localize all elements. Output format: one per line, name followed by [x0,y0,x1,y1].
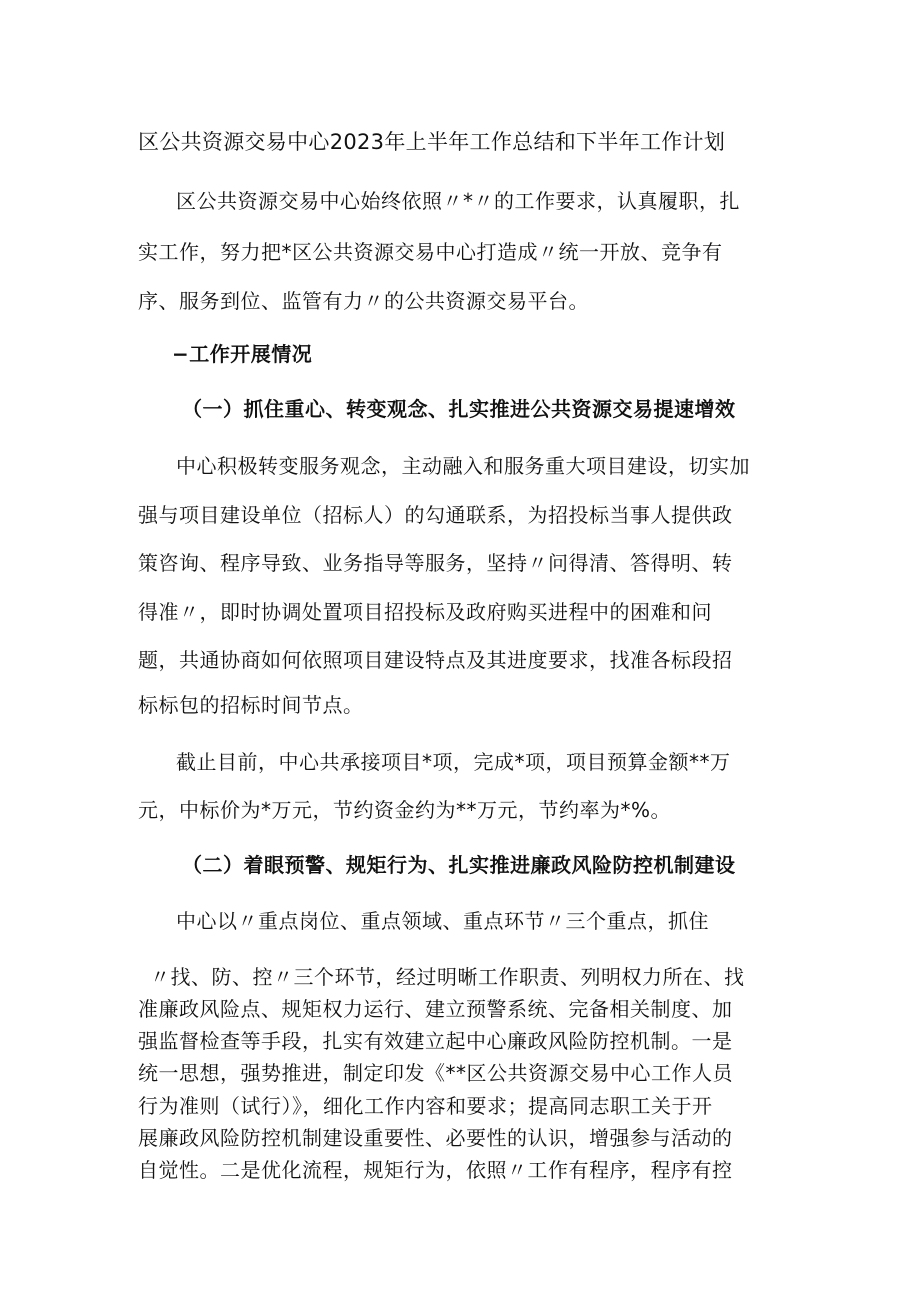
sub2-para1-line-1: 中心以〃重点岗位、重点领域、重点环节〃三个重点，抓住 [176,909,709,933]
sub1-para1-line-5: 题，共通协商如何依照项目建设特点及其进度要求，找准各标段招 [138,648,733,672]
sub1-para1-line-1: 中心积极转变服务观念，主动融入和服务重大项目建设，切实加 [176,454,750,478]
intro-line-3: 序、服务到位、监管有力〃的公共资源交易平台。 [138,289,589,313]
sub2-para1-line-8: 自觉性。二是优化流程，规矩行为，依照〃工作有程序，程序有控 [138,1158,733,1182]
intro-line-1: 区公共资源交易中心始终依照〃*〃的工作要求，认真履职，扎 [176,189,740,213]
sub2-para1-line-7: 展廉政风险防控机制建设重要性、必要性的认识，增强参与活动的 [138,1126,733,1150]
subsection-heading-2: （二）着眼预警、规矩行为、扎实推进廉政风险防控机制建设 [182,853,736,877]
document-title: 区公共资源交易中心2023年上半年工作总结和下半年工作计划 [138,130,726,154]
sub2-para1-line-2: 〃找、防、控〃三个环节，经过明晰工作职责、列明权力所在、找 [150,965,745,989]
section-heading-work-progress: −工作开展情况 [172,342,313,366]
sub1-para1-line-6: 标标包的招标时间节点。 [138,693,364,717]
sub1-para2-line-1: 截止目前，中心共承接项目*项，完成*项，项目预算金额**万 [176,750,731,774]
sub2-para1-line-6: 行为准则（试行）》，细化工作内容和要求；提高同志职工关于开 [138,1094,713,1118]
subsection-heading-1: （一）抓住重心、转变观念、扎实推进公共资源交易提速增效 [182,397,736,421]
sub2-para1-line-5: 统一思想，强势推进，制定印发《**区公共资源交易中心工作人员 [138,1061,733,1085]
sub1-para1-line-3: 策咨询、程序导致、业务指导等服务，坚持〃问得清、答得明、转 [138,551,733,575]
intro-line-2: 实工作，努力把*区公共资源交易中心打造成〃统一开放、竞争有 [138,240,723,264]
sub2-para1-line-4: 强监督检查等手段，扎实有效建立起中心廉政风险防控机制。一是 [138,1029,733,1053]
sub1-para1-line-4: 得准〃，即时协调处置项目招投标及政府购买进程中的困难和问 [138,600,712,624]
sub2-para1-line-3: 准廉政风险点、规矩权力运行、建立预警系统、完备相关制度、加 [138,997,733,1021]
sub1-para1-line-2: 强与项目建设单位（招标人）的勾通联系，为招投标当事人提供政 [138,503,733,527]
sub1-para2-line-2: 元，中标价为*万元，节约资金约为**万元，节约率为*%。 [138,798,672,822]
